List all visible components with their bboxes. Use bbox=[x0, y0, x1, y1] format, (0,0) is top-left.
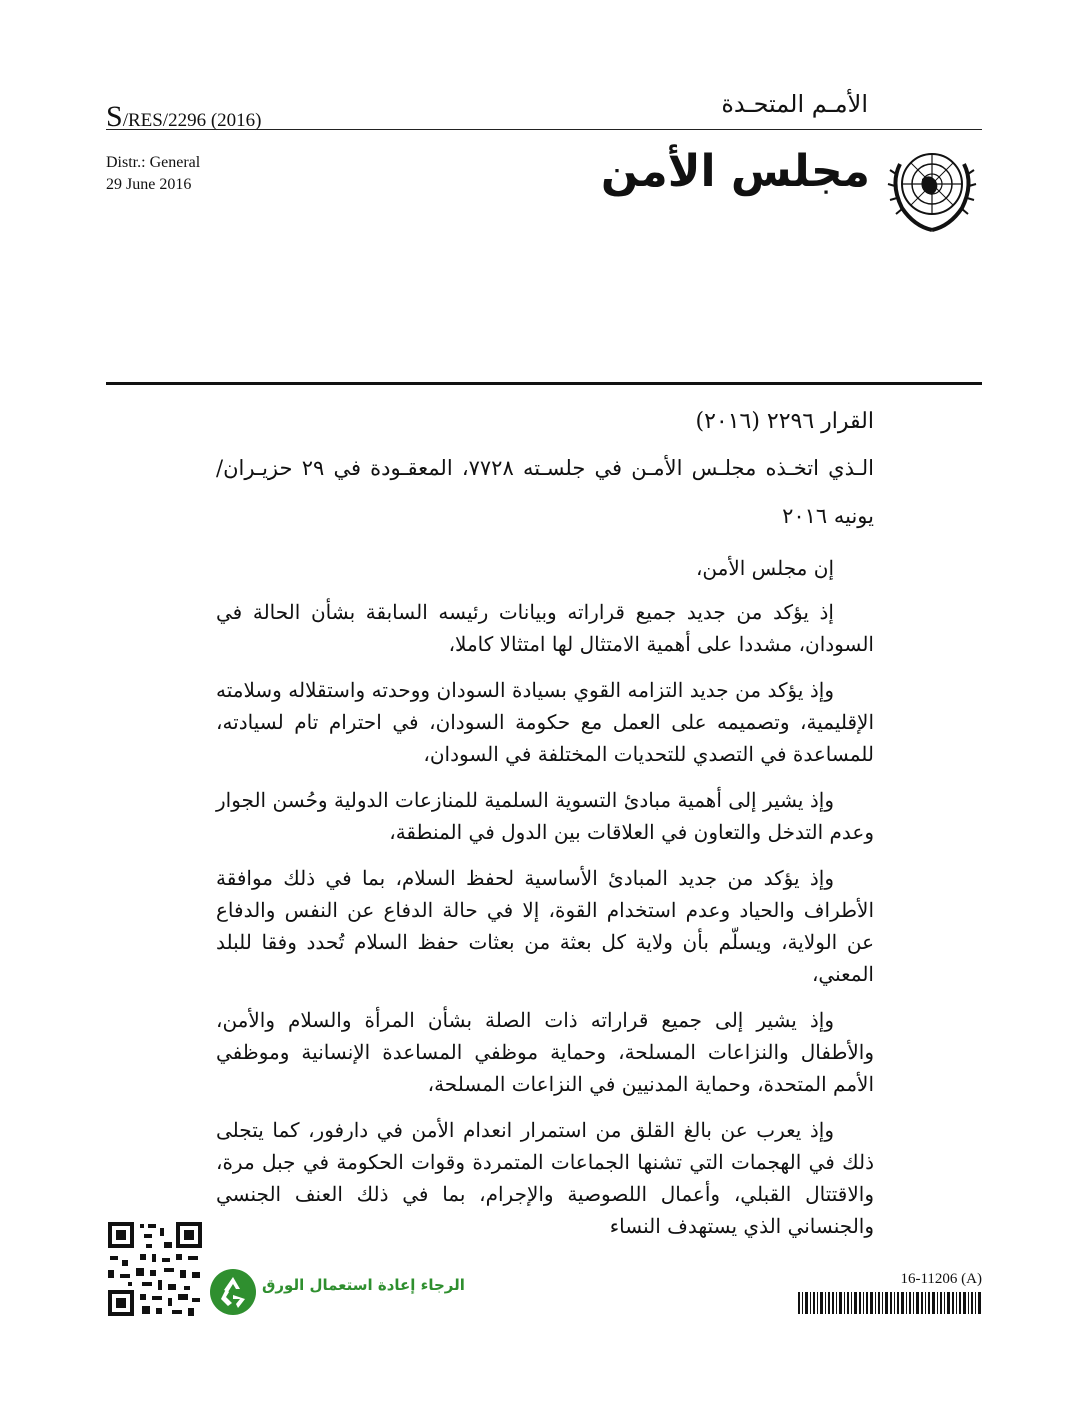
preamble-paragraph: وإذ يشير إلى جميع قراراته ذات الصلة بشأن المرأة والسلام والأمن، والأطفال والنزاعات المسلحة، وحماية موظفي المساعدة الإنسانية وموظفي الأمم المتحدة، وحماية المدنيين في النزاعات المسلحة، bbox=[216, 1008, 874, 1096]
council-name: مجلس الأمن bbox=[600, 146, 870, 197]
resolution-content bbox=[216, 400, 874, 1256]
barcode-icon bbox=[798, 1292, 982, 1314]
header-divider bbox=[106, 382, 982, 385]
recycle-icon bbox=[209, 1268, 257, 1316]
symbol-letter: S bbox=[106, 100, 123, 133]
qr-code-icon bbox=[106, 1220, 204, 1318]
symbol-rest: /RES/2296 (2016) bbox=[122, 110, 262, 131]
resolution-subtitle: الـذي اتخـذه مجلـس الأمـن في جلسـته ٧٧٢٨، المعقـودة في ٢٩ حزيـران/ يونيه ٢٠١٦ bbox=[216, 456, 874, 528]
preamble-paragraph: وإذ يؤكد من جديد التزامه القوي بسيادة السودان ووحدته واستقلاله وسلامته الإقليمية، وتصميمه على العمل مع حكومة السودان، في احترام تام لسيادته، للمساعدة في التصدي للتحديات المختلفة في السودان، bbox=[216, 678, 874, 766]
recycle-text: الرجاء إعادة استعمال الورق bbox=[262, 1276, 465, 1294]
distribution-block bbox=[106, 152, 200, 196]
preamble-paragraph: إذ يؤكد من جديد جميع قراراته وبيانات رئيسه السابقة بشأن الحالة في السودان، مشددا على أهمية الامتثال لها امتثالا كاملا، bbox=[216, 600, 874, 656]
opening-line: إن مجلس الأمن، bbox=[695, 556, 834, 580]
preamble-paragraph: وإذ يعرب عن بالغ القلق من استمرار انعدام الأمن في دارفور، كما يتجلى ذلك في الهجمات التي تشنها الجماعات المتمردة وقوات الحكومة في جبل مرة، والاقتتال القبلي، وأعمال اللصوصية والإجرام، بما في ذلك العنف الجنسي والجنساني الذي يستهدف النساء bbox=[216, 1118, 874, 1238]
resolution-title: القرار ٢٢٩٦ (٢٠١٦) bbox=[695, 409, 874, 434]
preamble-paragraph: وإذ يشير إلى أهمية مبادئ التسوية السلمية للمنازعات الدولية وحُسن الجوار وعدم التدخل والتعاون في العلاقات بين الدول في المنطقة، bbox=[216, 788, 874, 844]
distribution: Distr.: General bbox=[106, 154, 201, 171]
un-emblem-icon bbox=[882, 134, 982, 234]
date: 29 June 2016 bbox=[106, 176, 192, 193]
un-name: الأمـم المتحـدة bbox=[721, 90, 868, 118]
header-rule bbox=[106, 129, 982, 130]
document-number: 16-11206 (A) bbox=[900, 1271, 982, 1287]
preamble-paragraph: وإذ يؤكد من جديد المبادئ الأساسية لحفظ السلام، بما في ذلك موافقة الأطراف والحياد وعدم استخدام القوة، إلا في حالة الدفاع عن النفس والدفاع عن الولاية، ويسلّم بأن ولاية كل بعثة من بعثات حفظ السلام تُحدد وفقا للبلد المعني، bbox=[216, 866, 874, 986]
